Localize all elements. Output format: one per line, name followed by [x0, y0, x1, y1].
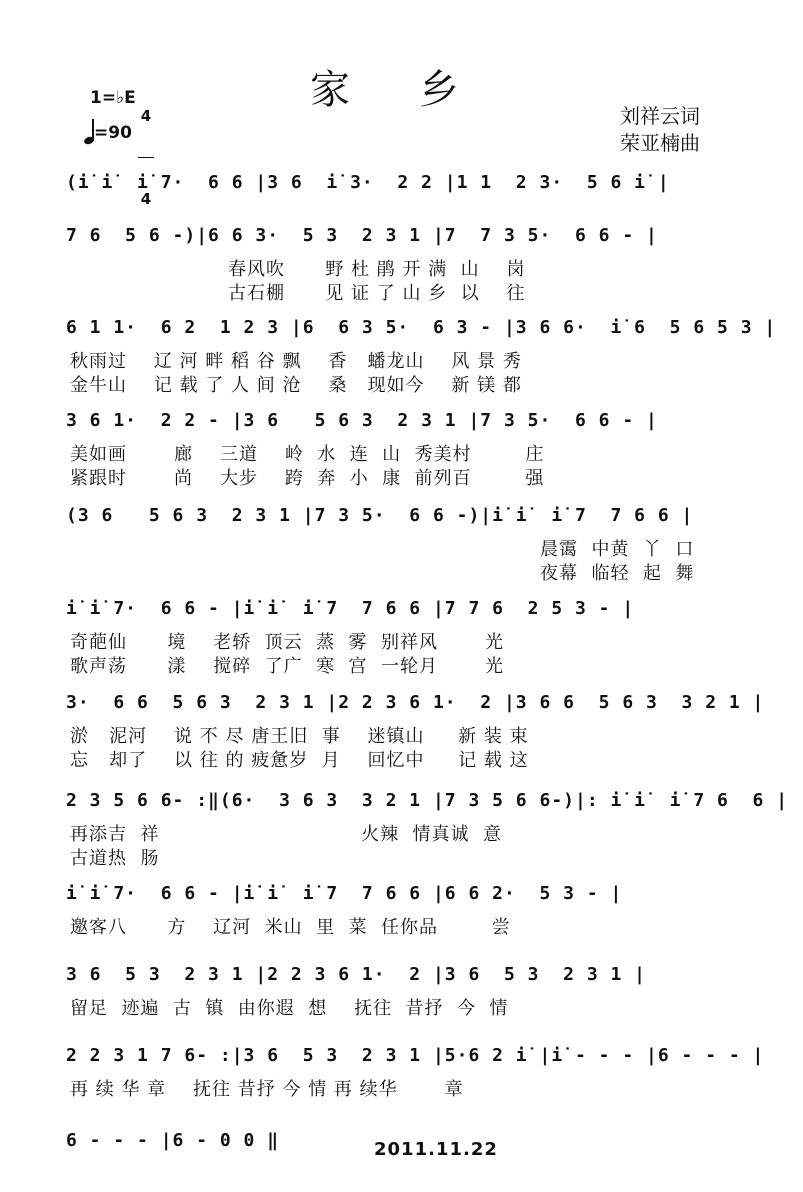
lyric-line: 夜幕 临轻 起 舞 [540, 563, 695, 584]
time-signature [138, 76, 154, 223]
lyric-line: 紧跟时 尚 大步 跨 奔 小 康 前列百 强 [70, 468, 545, 489]
lyric-line: 歌声荡 漾 搅碎 了广 寒 宫 一轮月 光 [70, 656, 505, 677]
notation-row: 2 2 3 1 7 6- :|3 6 5 3 2 3 1 |5·6 2 i̇ |i̇ - - - |6 - - - | [66, 1045, 765, 1066]
notation-row: 3 6 5 3 2 3 1 |2 2 3 6 1· 2 |3 6 5 3 2 3 1 | [66, 964, 647, 985]
lyric-line: 奇葩仙 境 老轿 顶云 蒸 雾 别祥风 光 [70, 632, 505, 653]
meter-bottom: 4 [140, 190, 152, 208]
lyric-line: 金牛山 记 载 了 人 间 沧 桑 现如今 新 镁 都 [70, 375, 522, 396]
tempo-marking [84, 118, 132, 144]
lyric-line: 秋雨过 辽 河 畔 稻 谷 飘 香 蟠龙山 风 景 秀 [70, 351, 522, 372]
lyric-line: 古道热 肠 [70, 848, 160, 869]
notation-row: i̇ i̇ 7· 6 6 - |i̇ i̇ i̇ 7 7 6 6 |7 7 6 2 5 3 - | [66, 598, 635, 619]
lyric-line: 邀客八 方 辽河 米山 里 菜 任你品 尝 [70, 917, 511, 938]
meter-divider [138, 157, 154, 158]
lyric-line: 淤 泥河 说 不 尽 唐王旧 事 迷镇山 新 装 束 [70, 726, 529, 747]
lyric-line: 留足 迹遍 古 镇 由你遐 想 抚往 昔抒 今 情 [70, 998, 509, 1019]
notation-row: 7 6 5 6 -)|6 6 3· 5 3 2 3 1 |7 7 3 5· 6 6 - | [66, 225, 658, 246]
notation-row: 2 3 5 6 6- :‖(6· 3 6 3 3 2 1 |7 3 5 6 6-)|: i̇ i̇ i̇ 7 6 6 | [66, 790, 789, 811]
composer-credit: 荣亚楠曲 [620, 131, 700, 155]
notation-row: 3 6 1· 2 2 - |3 6 5 6 3 2 3 1 |7 3 5· 6 6 - | [66, 410, 658, 431]
lyric-line: 再 续 华 章 抚往 昔抒 今 情 再 续华 章 [70, 1079, 464, 1100]
lyric-line: 晨霭 中黄 丫 口 [540, 539, 695, 560]
notation-row: 6 - - - |6 - 0 0 ‖ [66, 1130, 280, 1151]
song-title: 家 乡 [310, 67, 487, 113]
notation-row: (3 6 5 6 3 2 3 1 |7 3 5· 6 6 -)|i̇ i̇ i̇ 7 7 6 6 | [66, 505, 694, 526]
lyric-line: 忘 却了 以 往 的 疲惫岁 月 回忆中 记 载 这 [70, 750, 529, 771]
lyricist-credit: 刘祥云词 [620, 104, 700, 128]
lyric-line: 春风吹 野 杜 鹃 开 满 山 岗 [228, 259, 526, 280]
notation-row: (i̇ i̇ i̇ 7· 6 6 |3 6 i̇ 3· 2 2 |1 1 2 3· 5 6 i̇ | [66, 172, 670, 193]
notation-row: 6 1 1· 6 2 1 2 3 |6 6 3 5· 6 3 - |3 6 6· i̇ 6 5 6 5 3 | [66, 317, 777, 338]
lyric-line: 美如画 廊 三道 岭 水 连 山 秀美村 庄 [70, 444, 545, 465]
lyric-line: 古石棚 见 证 了 山 乡 以 往 [228, 283, 526, 304]
key-signature: 1=♭E [90, 88, 136, 108]
composition-date: 2011.11.22 [374, 1139, 498, 1160]
notation-row: i̇ i̇ 7· 6 6 - |i̇ i̇ i̇ 7 7 6 6 |6 6 2· 5 3 - | [66, 883, 623, 904]
tempo-value: =90 [94, 123, 132, 143]
meter-top: 4 [140, 107, 152, 125]
quarter-note-icon [84, 118, 94, 144]
notation-row: 3· 6 6 5 6 3 2 3 1 |2 2 3 6 1· 2 |3 6 6 5 6 3 3 2 1 | [66, 692, 765, 713]
lyric-line: 再添吉 祥 火辣 情真诚 意 [70, 824, 502, 845]
